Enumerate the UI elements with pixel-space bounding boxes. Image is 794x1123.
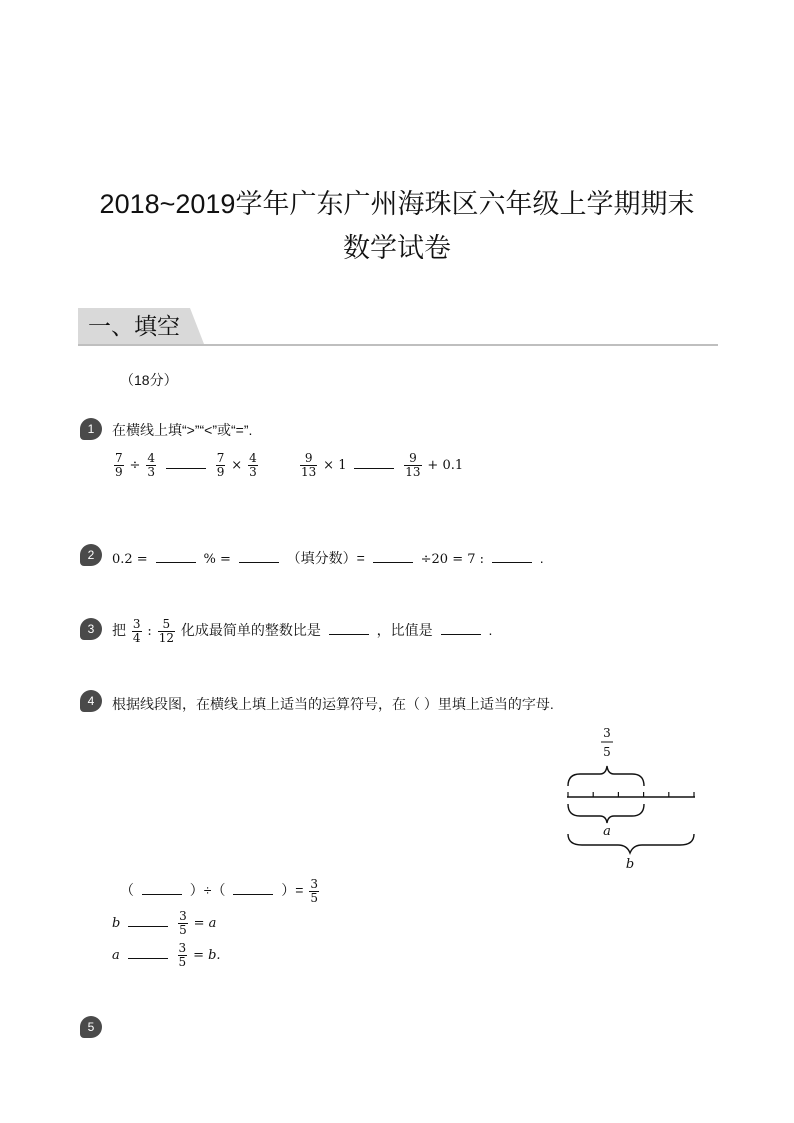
answer-blank[interactable] (373, 550, 413, 563)
question-number-1: 1 (80, 418, 102, 440)
question-4-text: 根据线段图，在横线上填上适当的运算符号，在（ ）里填上适当的字母. (112, 696, 554, 712)
fraction: $\frac{3}{5}$ (310, 877, 318, 905)
question-4-line-3: a $\frac{3}{5}$ = b. (112, 941, 221, 969)
bottom-brace-a (568, 804, 644, 823)
fraction: $\frac{9}{13}$ (301, 451, 317, 479)
answer-blank[interactable] (492, 550, 532, 563)
diagram-label-b: b (625, 857, 635, 872)
diagram-fraction-denominator: 5 (603, 745, 611, 759)
answer-blank[interactable] (329, 622, 369, 635)
top-brace (568, 766, 644, 786)
question-number-5: 5 (80, 1016, 102, 1038)
answer-blank[interactable] (128, 946, 168, 959)
question-number-2: 2 (80, 544, 102, 566)
fraction: $\frac{9}{13}$ (405, 451, 421, 479)
answer-blank[interactable] (441, 622, 481, 635)
section-divider (78, 344, 718, 346)
answer-blank[interactable] (354, 456, 394, 469)
answer-blank[interactable] (166, 456, 206, 469)
question-number-4: 4 (80, 690, 102, 712)
answer-blank[interactable] (233, 882, 273, 895)
fraction: $\frac{3}{4}$ (132, 617, 141, 645)
section-label: 一、填空 (88, 313, 180, 339)
page-subtitle: 数学试卷 (343, 233, 451, 263)
question-3-text: 把 $\frac{3}{4}$ : $\frac{5}{12}$ 化成最简单的整数比是 ，比值是 . (112, 617, 493, 645)
page-title: 2018~2019学年广东广州海珠区六年级上学期期末 (99, 189, 695, 219)
section-score: （18分） (120, 372, 178, 388)
segment-diagram (560, 724, 705, 874)
fraction: $\frac{7}{9}$ (115, 451, 123, 479)
diagram-label-a: a (603, 824, 611, 839)
fraction: $\frac{7}{9}$ (216, 451, 225, 479)
question-number-3: 3 (80, 618, 102, 640)
question-1-text: 在横线上填“>”“<”或“=”. (112, 422, 253, 438)
fraction: $\frac{4}{3}$ (249, 451, 257, 479)
fraction: $\frac{4}{3}$ (147, 451, 155, 479)
section-header (78, 308, 718, 346)
fraction: $\frac{5}{12}$ (158, 617, 174, 645)
answer-blank[interactable] (142, 882, 182, 895)
question-4-line-2: b $\frac{3}{5}$ = a (112, 909, 217, 937)
question-1-expr-a: $\frac{7}{9}$ ÷ $\frac{4}{3}$ $\frac{7}{9}$ × $\frac{4}{3}$ (115, 451, 257, 479)
fraction: $\frac{3}{5}$ (179, 909, 187, 937)
bottom-brace-b (568, 834, 694, 853)
answer-blank[interactable] (128, 914, 168, 927)
question-2-text: 0.2 = % = （填分数）= ÷20 = 7 : . (112, 550, 544, 567)
fraction: $\frac{3}{5}$ (178, 941, 187, 969)
diagram-fraction-numerator: 3 (603, 726, 611, 740)
question-1-expr-b: $\frac{9}{13}$ × 1 $\frac{9}{13}$ + 0.1 (301, 451, 464, 479)
answer-blank[interactable] (156, 550, 196, 563)
answer-blank[interactable] (239, 550, 279, 563)
question-4-line-1: （ ）÷（ ）= $\frac{3}{5}$ (120, 877, 318, 905)
